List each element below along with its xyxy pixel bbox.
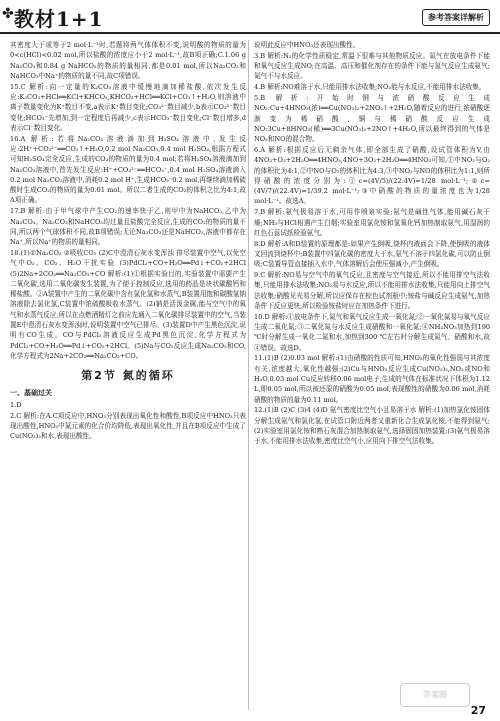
watermark-logo: 答案圈 <box>400 683 470 707</box>
answer-paragraph: 17.B 解析:由于甲气球中产生CO₂的速率快于乙,则甲中为NaHCO₃,乙中为Na₂CO₃。Na₂CO₃和NaHCO₃均过量且盐酸完全反应,生成的CO₂的物质的量不同,所以两个气球体积不同,故B项错误;无论Na₂CO₃还是NaHCO₃,溶液中都存在Na⁺,所以Na⁺的物质的量相同。 <box>10 207 246 247</box>
answer-paragraph: 1.D <box>10 400 22 409</box>
answer-paragraph: 其密度大于或等于2 mol·L⁻¹时,若题将两气体体积不变,说明酸的物质的量为0<c(HCl)<0.02 mol,所以盐酸的浓度应小于2 mol·L⁻¹,故B项正确;C.1.06 g Na₂CO₃和0.84 g NaHCO₃的物质的量相同,都是0.01 mol,所以Na₂CO₃和NaHCO₃中Na⁺的物质的量不同,故C项错误。 <box>10 41 246 80</box>
answer-paragraph: 10.D 解析:①放电条件下,氮气和氧气反应生成一氧化氮;②一氧化氮易与氧气反应生成二氧化氮;③二氧化氮与水反应生成硝酸和一氧化氮;④NH₄NO₃加热到190 ℃时分解生成一氧化二氮和水,加热到300 ℃左右时分解生成氮气、硝酸和水,故④错误。故选D。 <box>254 312 490 352</box>
answer-paragraph: 8.D 解析:A和D装置的原理都是:如果产生倒吸,烧杯内液面会下降,使倒吸的液体又回流到烧杯中;B装置中四氯化碳的密度大于水,氨气不溶于四氯化碳,可以防止倒吸;C装置导管直接插入水中,气体溶解后会使压强减小,产生倒吸。 <box>254 239 490 269</box>
answer-paragraph: 12.(1)B (2)C (3)4 (4)D 氨气密度比空气小且易溶于水 解析:(1)加热氯化铵固体分解生成氨气和氯化氢,在试管口附近两者又重新化合生成氯化铵,不能得到氨气;(2)实验室用氯化铵和熟石灰混合加热制取氨气,选择固固加热装置;(3)氨气极易溶于水,不能用排水法收集,密度比空气小,应用向下排空气法收集。 <box>254 406 490 446</box>
answer-paragraph: 11.(1)B (2)0.03 mol 解析:(1)由硝酸的性质可知,HNO₃的氧化性强弱与其浓度有关,浓度越大,氧化性越强;(2)Cu与HNO₃反应生成Cu(NO₃)₂,NO₂或NO和H₂O,0.03 mol Cu反应转移0.06 mol电子,生成的气体在标准状况下体积为1.12 L,即0.05 mol,所以被还原的硝酸为0.05 mol,表现酸性的硝酸为0.06 mol,消耗硝酸的物质的量为0.11 mol。 <box>254 354 490 404</box>
book-title: 教材1+1 <box>14 7 104 31</box>
column-divider <box>248 40 249 710</box>
answer-paragraph: 说明此反应中HNO₃还表现出酸性。 <box>254 41 360 49</box>
left-column <box>10 40 246 442</box>
answer-paragraph: 9.C 解析:NO易与空气中的氧气反应,且密度与空气接近,所以不能用排空气法收集,只能用排水法收集;NO₂易与水反应,所以不能用排水法收集,只能用向上排空气法收集;硝酸见光易分解,所以应保存在棕色试剂瓶中;铵盐与碱反应生成氨气,加热条件下反应更快,所以检验铵盐时应在加热条件下进行。 <box>254 271 490 310</box>
answer-paragraph: 16.A 解析:若将Na₂CO₃溶液滴加到H₂SO₄溶液中,发生反应:2H⁺+CO₃²⁻══CO₂↑+H₂O,0.2 mol Na₂CO₃,0.4 mol H₂SO₄,根据方程式可知H₂SO₄完全反应,生成的CO₂的物质的量为0.4 mol;若将H₂SO₄溶液滴加到Na₂CO₃溶液中,首先发生反应:H⁺+CO₃²⁻══HCO₃⁻,0.4 mol H₂SO₄溶液滴入0.2 mol Na₂CO₃溶液中,消耗0.2 mol H⁺,生成HCO₃⁻0.2 mol,再继续滴加稀硫酸时生成CO₂的物质的量为0.01 mol。所以二者生成的CO₂的体积之比为4:1,故A项正确。 <box>10 134 246 205</box>
answer-paragraph: 5.B 解析:开始时铜与浓硝酸反应生成NO₂:Cu+4HNO₃(浓)══Cu(NO₃)₂+2NO₂↑+2H₂O,随着反应的进行,浓硝酸逐渐变为稀硝酸,铜与稀硝酸反应生成NO:3Cu+8HNO₃(稀)══3Cu(NO₃)₂+2NO↑+4H₂O,所以最终得到的气体是NO₂和NO的混合物。 <box>254 93 490 144</box>
answer-paragraph: 6.A 解析:根据反应后无剩余气体,即全部生成了硝酸,设试管体积为V,由4NO₂+O₂+2H₂O══4HNO₃,4NO+3O₂+2H₂O══4HNO₃可知,①中NO₂与O₂的体积比为4:1,②中NO与O₂的体积比为4:3,③中NO₂与NO的体积比为1:1,则所得硝酸的浓度分别为:①c=(4V/5)/(22.4V)=1/28 mol·L⁻¹;②c=(4V/7)/(22.4V)=1/39.2 mol·L⁻¹;③中硝酸的物质的量浓度也为1/28 mol·L⁻¹。故选A。 <box>254 145 490 206</box>
page-header <box>0 0 500 34</box>
header-ornament-icon: ✤ <box>2 6 14 22</box>
answer-paragraph: 2.C 解析:在A.C项反应中,HNO₃分别表现出氧化性和酸性,B项反应中HNO₃只表现出酸性,HNO₃中氮元素的化合价均降低,表现出氧化性,并且在B项反应中生成了Cu(NO₃)₂和水,表现出酸性。 <box>10 411 246 441</box>
answer-paragraph: 3.B 解析:N₂的化学性质稳定,常温下很难与其他物质反应。氮气在放电条件下能和氧气反应生成NO;在高温、高压和催化剂存在的条件下能与氢气反应生成氨气;氮气不与水反应。 <box>254 51 490 81</box>
answer-paragraph: 7.B 解析:氨气极易溶于水,可用作喷泉实验;氨气是碱性气体,能用碱石灰干燥;NH₃与HCl相遇产生白烟;实验室用氯化铵和氢氧化钙加热制取氨气,用湿润的红色石蕊试纸检验氨气。 <box>254 208 490 237</box>
answer-paragraph: 15.C 解析:向一定量的K₂CO₃溶液中缓慢地滴加稀盐酸,依次发生反应:K₂CO₃+HCl══KCl+KHCO₃,KHCO₃+HCl══KCl+CO₂↑+H₂O,则溶液中离子数量变化为K⁺数目不变,a表示K⁺数目变化;CO₃²⁻数目减少,b表示CO₃²⁻数目变化;HCO₃⁻先增加,到一定程度后再减少,c表示HCO₃⁻数目变化;Cl⁻数目增多,d表示Cl⁻数目变化。 <box>10 82 246 132</box>
answer-paragraph: 4.B 解析:NO难溶于水,只能用排水法收集;NO₂能与水反应,不能用排水法收集。 <box>254 83 486 92</box>
right-column <box>254 40 490 447</box>
page-number: 27 <box>470 704 486 717</box>
answer-paragraph: 18.(1)①Na₂CO₃ ②吸收CO₂ (2)C中澄清石灰水变浑浊 排尽装置中空气,以免空气中O₂、CO₂、H₂O干扰实验 (3)PdCl₂+CO+H₂O══Pd↓+CO₂+2HCl (5)2Na+2CO₂══Na₂CO₃+CO 解析:(1)①根据实验目的,实验装置中需要产生二氧化碳,选用二氧化碳发生装置,为了便于控制反应,选用的药品是块状碳酸钙和稀盐酸。②A装置中产生的二氧化碳中含有氯化氢和水蒸气,B装置用饱和碳酸氢钠溶液除去氯化氢,C装置中浓硫酸吸收水蒸气。(2)钠是活泼金属,能与空气中的氧气和水蒸气反应,所以在点燃酒精灯之前应先通入二氧化碳排尽装置中的空气,当装置E中澄清石灰水变浑浊时,说明装置中空气已排尽。(3)装置D中产生黑色沉淀,说明有CO生成。CO与PdCl₂溶液反应生成Pd黑色沉淀,化学方程式为PdCl₂+CO+H₂O══Pd↓+CO₂+2HCl。(5)Na与CO₂反应生成Na₂CO₃和CO,化学方程式为2Na+2CO₂══Na₂CO₃+CO。 <box>10 248 246 360</box>
section-tag: 参考答案详解析 <box>422 9 490 26</box>
section-subtitle: 一、基础过关 <box>10 388 52 397</box>
section-title: 第2节 氮的循环 <box>81 369 175 383</box>
